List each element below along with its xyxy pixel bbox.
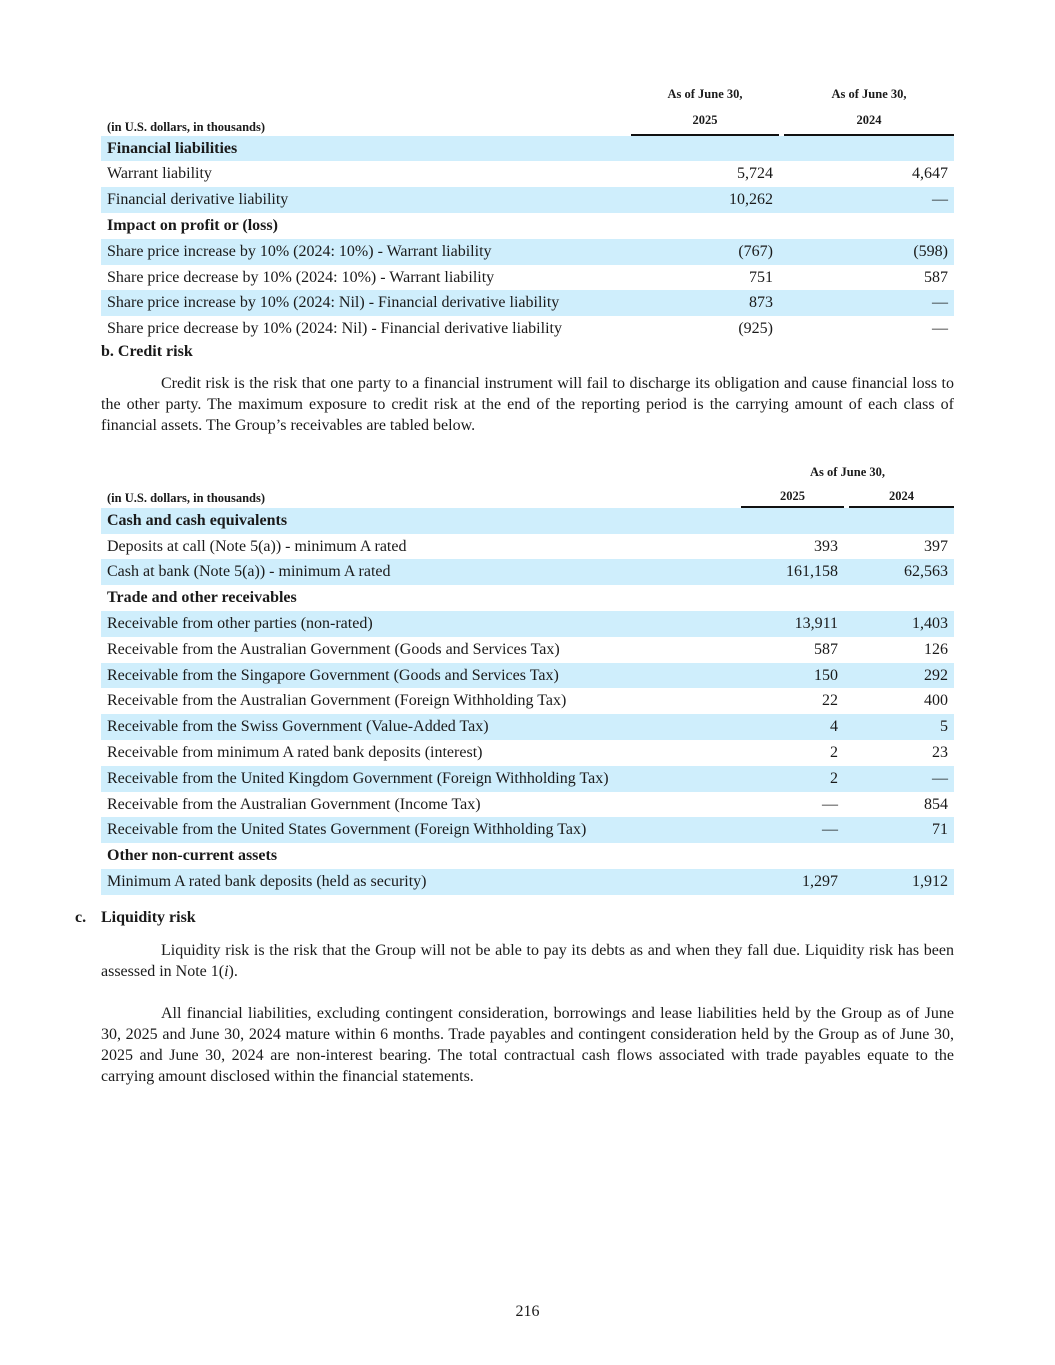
value-2024: 587 bbox=[924, 268, 948, 286]
row-label: Receivable from the Singapore Government (Goods and Services Tax) bbox=[101, 663, 741, 689]
column-header-2024 bbox=[784, 82, 954, 136]
column-header-2025 bbox=[631, 82, 779, 136]
value-2024: 62,563 bbox=[849, 559, 954, 585]
table-row bbox=[101, 290, 954, 316]
section-header-row bbox=[101, 213, 954, 239]
value-2025: 22 bbox=[822, 692, 838, 710]
paragraph-text: ). bbox=[228, 963, 238, 980]
unit-label: (in U.S. dollars, in thousands) bbox=[107, 490, 266, 505]
value-2024: 397 bbox=[924, 537, 948, 555]
row-label: Receivable from the Australian Government (Foreign Withholding Tax) bbox=[107, 692, 567, 710]
column-header-2025-line1: As of June 30, bbox=[667, 87, 743, 101]
value-2025: 393 bbox=[814, 537, 838, 555]
table-row bbox=[101, 869, 954, 895]
value-2025 bbox=[631, 213, 779, 239]
table-row bbox=[101, 559, 954, 585]
table-row bbox=[101, 688, 954, 714]
column-header-2025-line2: 2025 bbox=[692, 112, 718, 127]
value-2024 bbox=[784, 213, 954, 239]
row-label: Receivable from the Australian Government (Income Tax) bbox=[107, 795, 481, 813]
value-2025: (767) bbox=[631, 239, 779, 265]
section-label: Other non-current assets bbox=[107, 847, 278, 865]
liquidity-risk-marker: c. bbox=[75, 909, 87, 926]
credit-risk-paragraph: Credit risk is the risk that one party to a financial instrument will fail to discharge its obligation and cause financial loss to the other party. The maximum exposure to credit risk at the end of the reporting period is the carrying amount of each class of financial assets. The Group’s receivables are tabled below. bbox=[101, 375, 954, 434]
table-row bbox=[101, 663, 954, 689]
value-2025: 13,911 bbox=[741, 611, 844, 637]
value-2025: 751 bbox=[749, 268, 773, 286]
value-2025: 2 bbox=[741, 766, 844, 792]
value-2025: — bbox=[741, 817, 844, 843]
table-row bbox=[101, 161, 954, 187]
table-group-header-row bbox=[101, 462, 954, 482]
value-2025: 5,724 bbox=[737, 165, 773, 183]
row-label: Minimum A rated bank deposits (held as security) bbox=[101, 869, 741, 895]
table-row bbox=[101, 714, 954, 740]
row-label: Deposits at call (Note 5(a)) - minimum A rated bbox=[107, 537, 407, 555]
section-label: Impact on profit or (loss) bbox=[107, 216, 278, 234]
credit-risk-heading: b. Credit risk bbox=[101, 343, 193, 360]
liquidity-risk-heading: Liquidity risk bbox=[101, 909, 196, 926]
value-2025 bbox=[741, 843, 844, 869]
value-2025: 10,262 bbox=[631, 187, 779, 213]
value-2024: 23 bbox=[932, 743, 948, 761]
section-label: Cash and cash equivalents bbox=[101, 508, 741, 534]
table-row bbox=[101, 187, 954, 213]
table-row bbox=[101, 534, 954, 560]
page-number: 216 bbox=[515, 1303, 540, 1320]
table-row bbox=[101, 265, 954, 291]
value-2024: 1,403 bbox=[849, 611, 954, 637]
row-label: Cash at bank (Note 5(a)) - minimum A rated bbox=[101, 559, 741, 585]
row-label: Receivable from the United Kingdom Government (Foreign Withholding Tax) bbox=[101, 766, 741, 792]
liquidity-risk-paragraph-2: All financial liabilities, excluding contingent consideration, borrowings and lease liabilities held by the Group as of June 30, 2025 and June 30, 2024 mature within 6 months. Trade payables and contingent consideration held by the Group as of June 30, 2025 and June 30, 2024 are non-interest bearing. The total contractual cash flows associated with trade payables equate to the carrying amount disclosed within the financial statements. bbox=[101, 1005, 954, 1085]
value-2025 bbox=[741, 585, 844, 611]
value-2024: 400 bbox=[924, 692, 948, 710]
value-2024: 5 bbox=[849, 714, 954, 740]
value-2025: 587 bbox=[814, 640, 838, 658]
section-header-row bbox=[101, 508, 954, 534]
table-row bbox=[101, 637, 954, 663]
value-2024: 126 bbox=[924, 640, 948, 658]
section-label: Financial liabilities bbox=[101, 136, 631, 162]
column-header-2024: 2024 bbox=[849, 482, 954, 508]
table-header-row bbox=[101, 82, 954, 136]
value-2024: 1,912 bbox=[849, 869, 954, 895]
value-2025: 2 bbox=[830, 743, 838, 761]
value-2024: — bbox=[784, 187, 954, 213]
value-2025: 1,297 bbox=[741, 869, 844, 895]
value-2024: 4,647 bbox=[912, 165, 948, 183]
value-2025: 150 bbox=[741, 663, 844, 689]
value-2024: — bbox=[932, 320, 948, 338]
column-header-2024-line2: 2024 bbox=[856, 112, 882, 127]
table-row bbox=[101, 239, 954, 265]
value-2025: 4 bbox=[741, 714, 844, 740]
column-header-2025: 2025 bbox=[741, 482, 844, 508]
section-header-row bbox=[101, 585, 954, 611]
row-label: Receivable from minimum A rated bank deposits (interest) bbox=[107, 743, 483, 761]
row-label: Share price increase by 10% (2024: Nil) - Financial derivative liability bbox=[101, 290, 631, 316]
value-2024: 854 bbox=[924, 795, 948, 813]
value-2024: (598) bbox=[784, 239, 954, 265]
table-row bbox=[101, 316, 954, 342]
table-row bbox=[101, 792, 954, 818]
value-2024: 71 bbox=[849, 817, 954, 843]
value-2024: 292 bbox=[849, 663, 954, 689]
section-label: Trade and other receivables bbox=[107, 589, 297, 607]
receivables-table bbox=[101, 462, 954, 895]
value-2024 bbox=[849, 843, 954, 869]
paragraph-text: Liquidity risk is the risk that the Group will not be able to pay its debts as and when they fall due. Liquidity risk has been assessed in Note 1( bbox=[101, 942, 954, 980]
value-2025: 873 bbox=[631, 290, 779, 316]
table-row bbox=[101, 766, 954, 792]
value-2024 bbox=[849, 508, 954, 534]
row-label: Receivable from the Swiss Government (Value-Added Tax) bbox=[101, 714, 741, 740]
table-header-row bbox=[101, 482, 954, 508]
value-2025: (925) bbox=[738, 320, 773, 338]
unit-label: (in U.S. dollars, in thousands) bbox=[107, 119, 266, 134]
value-2024: — bbox=[784, 290, 954, 316]
row-label: Receivable from the Australian Government (Goods and Services Tax) bbox=[107, 640, 560, 658]
value-2024 bbox=[849, 585, 954, 611]
note-reference-italic: i bbox=[224, 963, 229, 980]
value-2025 bbox=[741, 508, 844, 534]
row-label: Receivable from the United States Government (Foreign Withholding Tax) bbox=[101, 817, 741, 843]
section-header-row bbox=[101, 136, 954, 162]
liquidity-risk-paragraph-1 bbox=[101, 940, 954, 982]
value-2025: 161,158 bbox=[741, 559, 844, 585]
value-2025 bbox=[631, 136, 779, 162]
row-label: Share price decrease by 10% (2024: Nil) - Financial derivative liability bbox=[107, 320, 562, 338]
row-label: Financial derivative liability bbox=[101, 187, 631, 213]
table-row bbox=[101, 611, 954, 637]
row-label: Receivable from other parties (non-rated) bbox=[101, 611, 741, 637]
value-2024 bbox=[784, 136, 954, 162]
table-row bbox=[101, 817, 954, 843]
value-2024: — bbox=[849, 766, 954, 792]
table-row bbox=[101, 740, 954, 766]
financial-liabilities-table bbox=[101, 82, 954, 342]
row-label: Share price increase by 10% (2024: 10%) - Warrant liability bbox=[101, 239, 631, 265]
row-label: Share price decrease by 10% (2024: 10%) - Warrant liability bbox=[107, 268, 495, 286]
value-2025: — bbox=[822, 795, 838, 813]
column-header-2024-line1: As of June 30, bbox=[831, 87, 907, 101]
group-header: As of June 30, bbox=[809, 465, 885, 479]
section-header-row bbox=[101, 843, 954, 869]
row-label: Warrant liability bbox=[107, 165, 212, 183]
